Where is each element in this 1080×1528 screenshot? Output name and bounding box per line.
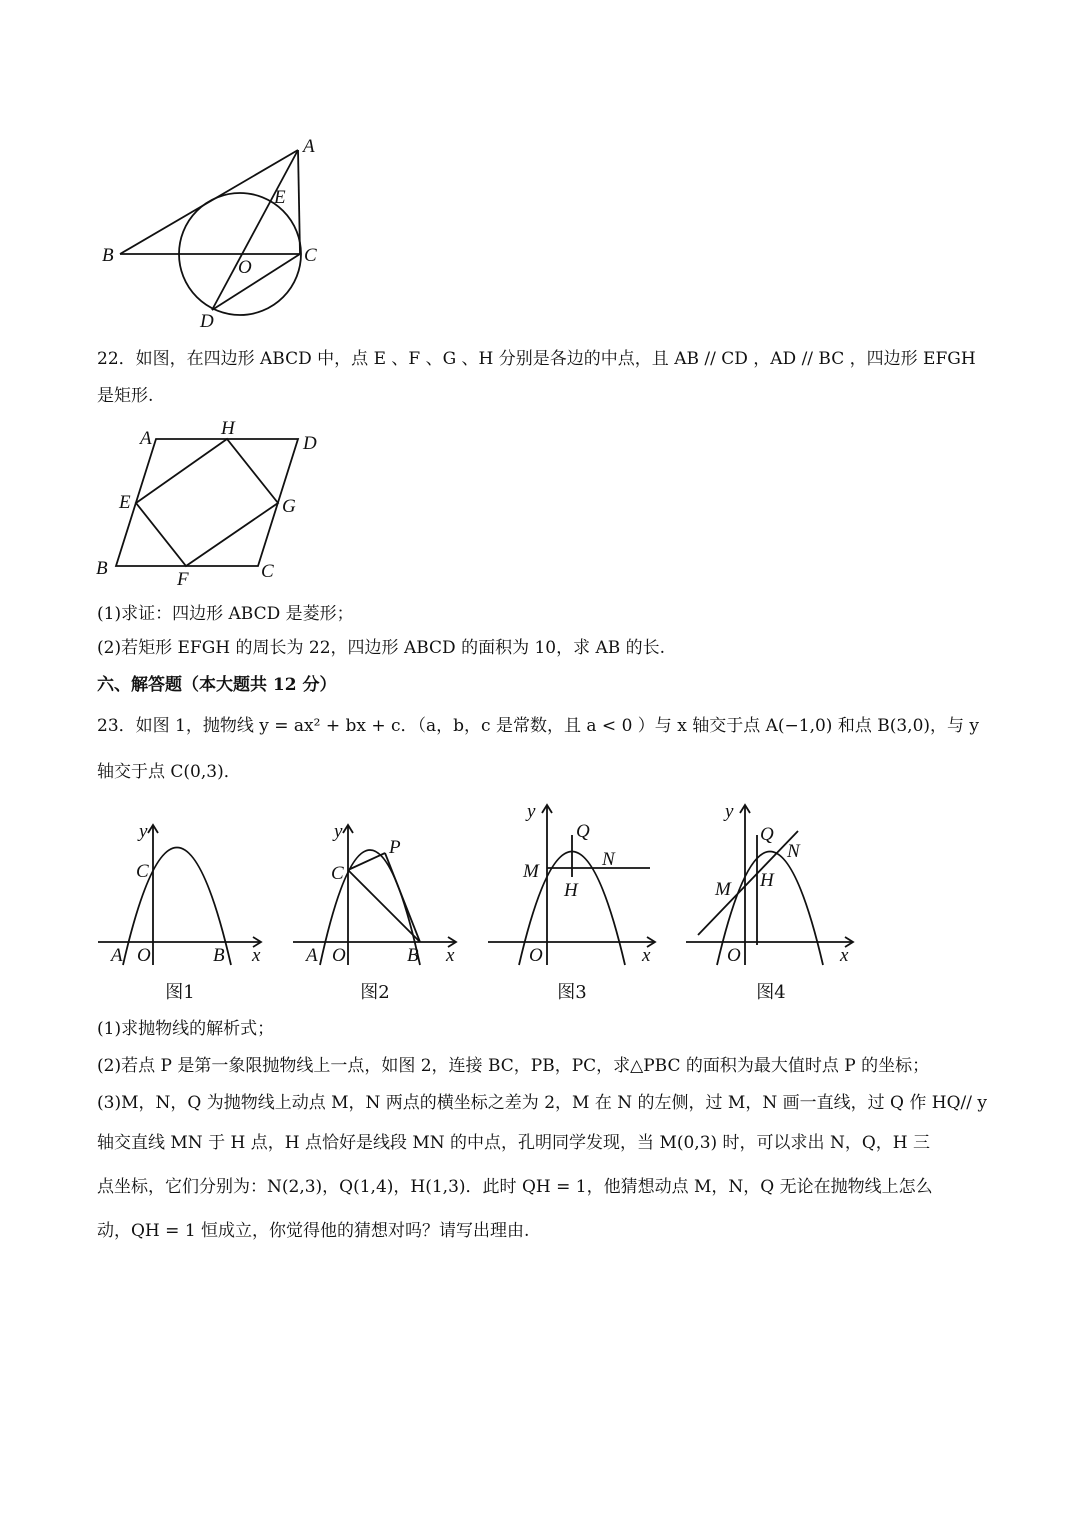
label-c: C <box>261 561 274 582</box>
label-a: A <box>140 428 152 449</box>
label-c: C <box>304 245 317 266</box>
segment-ad <box>212 150 298 310</box>
label-p: P <box>389 837 401 858</box>
q23-part3-line2: 轴交直线 MN 于 H 点，H 点恰好是线段 MN 的中点，孔明同学发现，当 M(0,3) 时，可以求出 N，Q，H 三 <box>97 1133 930 1153</box>
label-x: x <box>642 945 651 966</box>
label-a: A <box>111 945 123 966</box>
label-o: O <box>727 945 741 966</box>
label-a: A <box>303 136 315 157</box>
label-x: x <box>840 945 849 966</box>
label-m: M <box>523 861 539 882</box>
label-y: y <box>527 801 536 822</box>
q23-figure3 <box>485 795 675 970</box>
label-g: G <box>282 496 296 517</box>
label-h: H <box>760 870 774 891</box>
caption-fig1: 图1 <box>165 982 195 1003</box>
label-x: x <box>446 945 455 966</box>
quadrilateral-abcd <box>116 439 298 566</box>
q23-part3-line4: 动，QH = 1 恒成立，你觉得他的猜想对吗？请写出理由. <box>97 1221 530 1241</box>
label-o: O <box>137 945 151 966</box>
segment-dc <box>212 254 300 310</box>
segment-pb <box>385 853 420 942</box>
label-c: C <box>136 861 149 882</box>
q22-stem-line2: 是矩形. <box>97 386 154 406</box>
q22-part2: (2)若矩形 EFGH 的周长为 22，四边形 ABCD 的面积为 10，求 AB 的长. <box>97 638 666 658</box>
caption-fig2: 图2 <box>360 982 390 1003</box>
label-q: Q <box>576 821 590 842</box>
label-b: B <box>102 245 114 266</box>
q22-stem-line1: 22．如图，在四边形 ABCD 中，点 E 、F 、G 、H 分别是各边的中点，且 AB // CD ，AD // BC ，四边形 EFGH <box>97 349 976 369</box>
label-h: H <box>564 880 578 901</box>
rectangle-efgh <box>136 439 278 566</box>
caption-fig3: 图3 <box>557 982 587 1003</box>
q23-part3-line1: (3)M，N，Q 为抛物线上动点 M，N 两点的横坐标之差为 2，M 在 N 的左侧，过 M，N 画一直线，过 Q 作 HQ// y <box>97 1093 987 1113</box>
label-o: O <box>238 257 252 278</box>
q23-figure4 <box>683 795 873 970</box>
q23-part2: (2)若点 P 是第一象限抛物线上一点，如图 2，连接 BC，PB，PC，求△PBC 的面积为最大值时点 P 的坐标； <box>97 1056 930 1076</box>
q23-figure2 <box>290 815 470 970</box>
section6-title: 六、解答题（本大题共 12 分） <box>97 675 337 695</box>
label-h: H <box>221 418 235 439</box>
q23-figure1 <box>95 815 275 970</box>
label-y: y <box>334 821 343 842</box>
q22-figure <box>90 415 340 590</box>
label-o: O <box>529 945 543 966</box>
label-d: D <box>303 433 317 454</box>
q23-stem-line2: 轴交于点 C(0,3)． <box>97 762 241 782</box>
label-y: y <box>725 801 734 822</box>
q23-part1: (1)求抛物线的解析式； <box>97 1019 275 1039</box>
q23-part3-line3: 点坐标，它们分别为：N(2,3)，Q(1,4)，H(1,3)．此时 QH = 1，他猜想动点 M，N，Q 无论在抛物线上怎么 <box>97 1177 933 1197</box>
label-b: B <box>213 945 225 966</box>
line-mn <box>698 831 798 935</box>
segment-cb <box>348 870 420 942</box>
label-n: N <box>602 849 615 870</box>
caption-fig4: 图4 <box>756 982 786 1003</box>
q21-figure <box>90 130 340 340</box>
label-q: Q <box>760 824 774 845</box>
label-c: C <box>331 863 344 884</box>
label-e: E <box>274 187 286 208</box>
label-d: D <box>200 311 214 332</box>
q23-stem-line1: 23．如图 1，抛物线 y = ax² + bx + c．（a，b，c 是常数，且 a < 0 ）与 x 轴交于点 A(−1,0) 和点 B(3,0)，与 y <box>97 716 980 736</box>
label-b: B <box>407 945 419 966</box>
label-b: B <box>96 558 108 579</box>
label-m: M <box>715 879 731 900</box>
q22-part1: (1)求证：四边形 ABCD 是菱形； <box>97 604 354 624</box>
label-e: E <box>119 492 131 513</box>
label-y: y <box>139 821 148 842</box>
label-x: x <box>252 945 261 966</box>
label-o: O <box>332 945 346 966</box>
label-a: A <box>306 945 318 966</box>
label-n: N <box>787 841 800 862</box>
label-f: F <box>177 569 189 590</box>
